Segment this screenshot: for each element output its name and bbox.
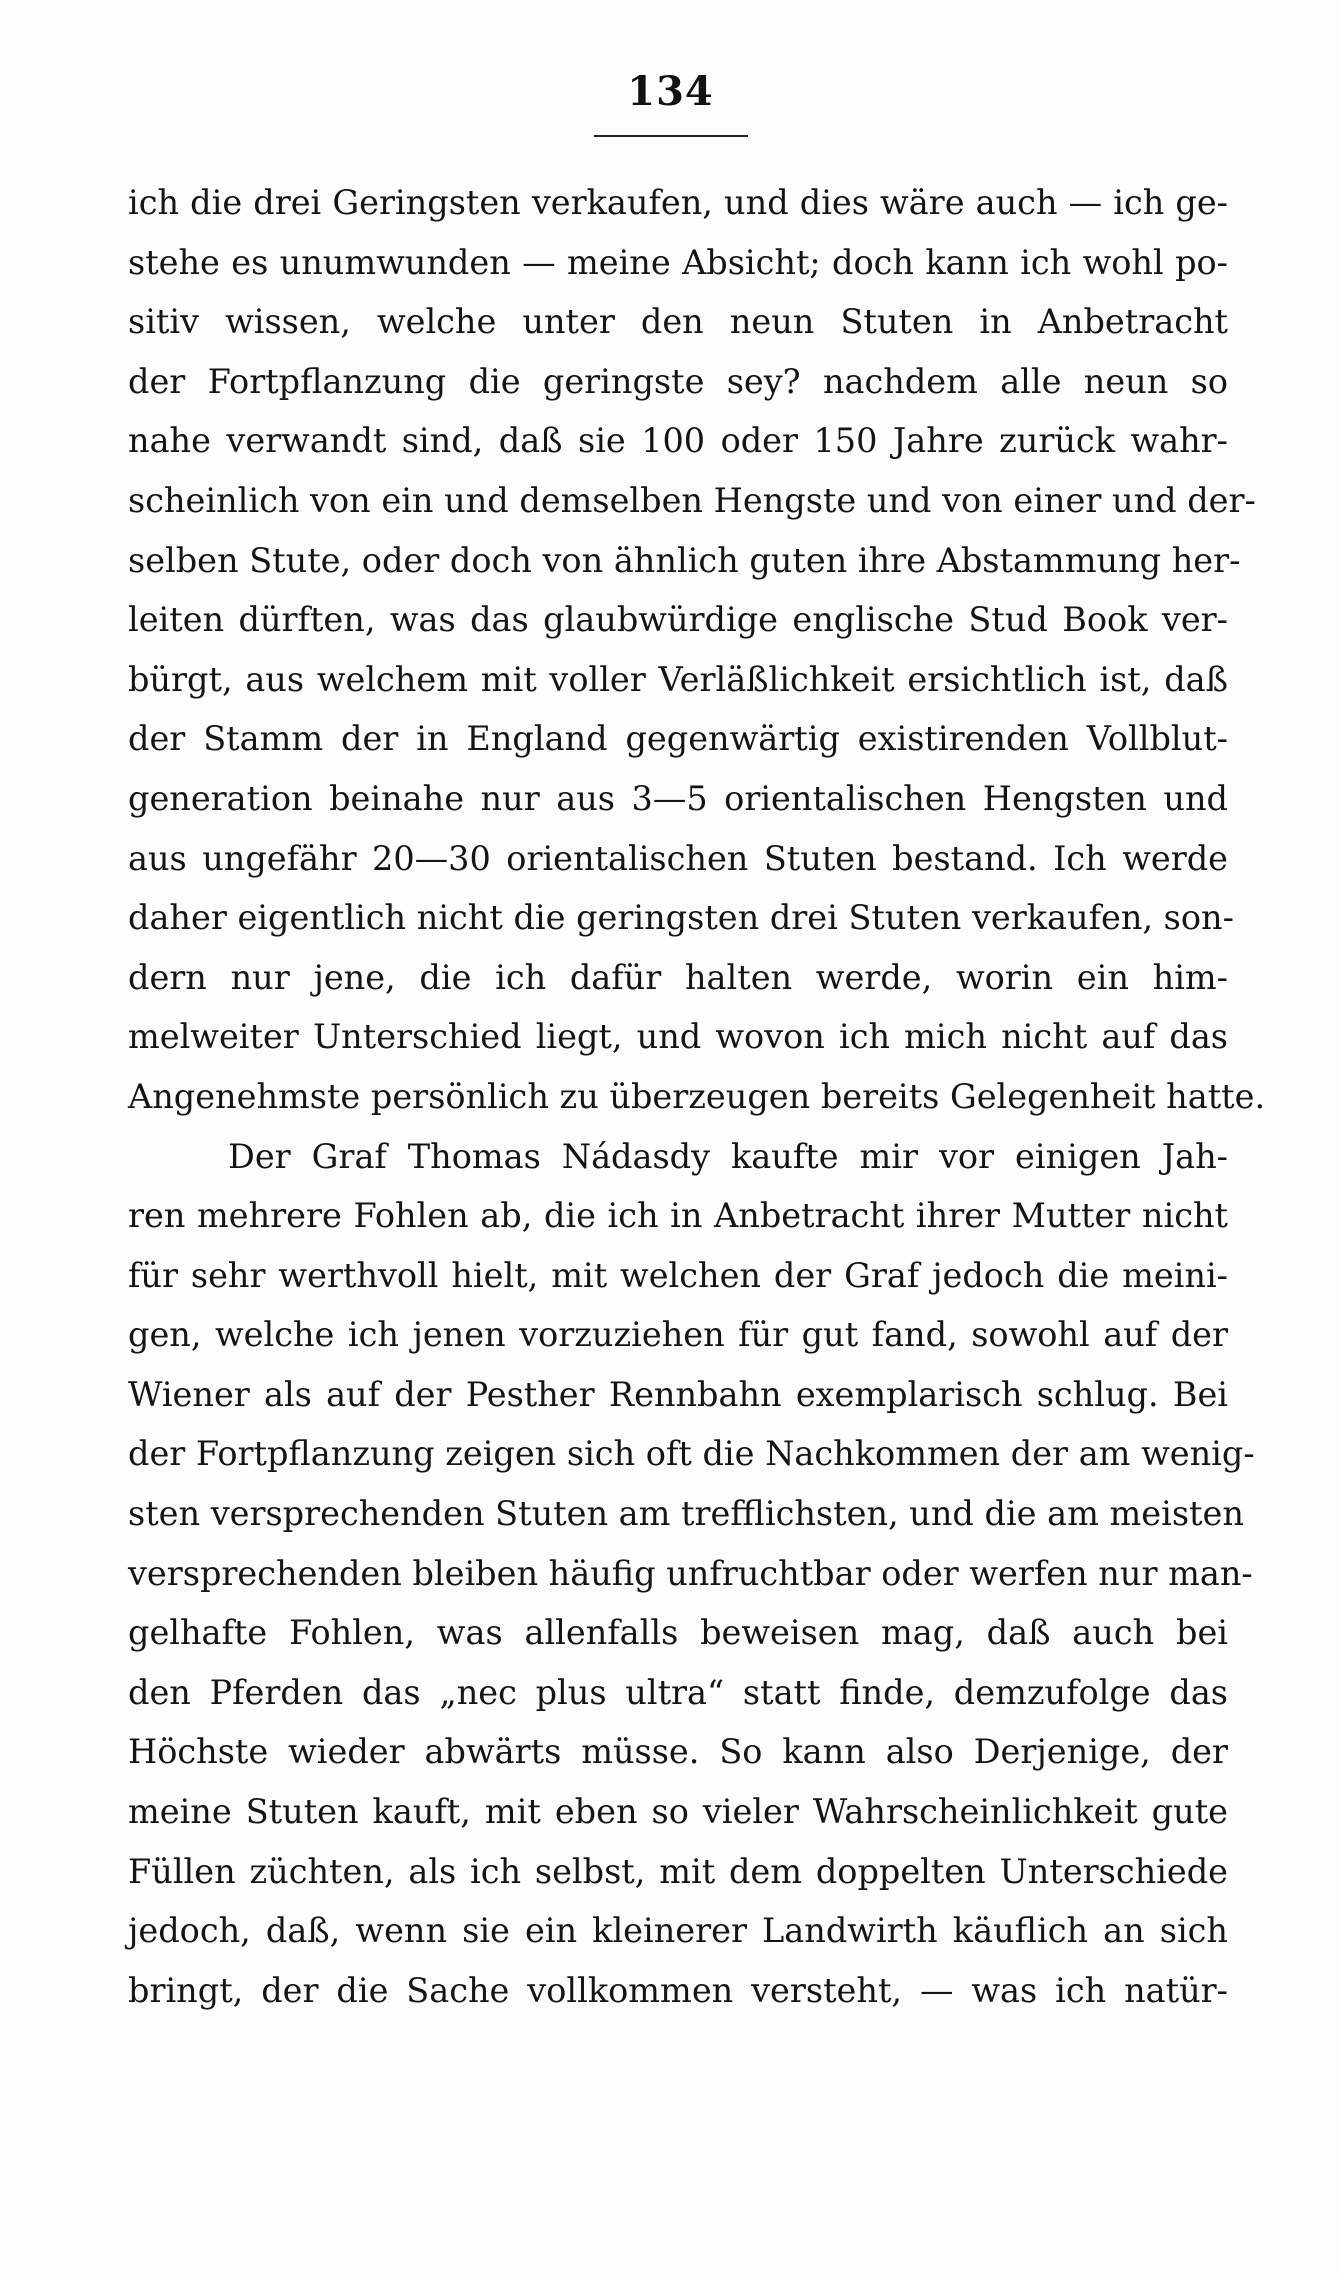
body-text — [128, 173, 1266, 2020]
text-line: ren mehrere Fohlen ab, die ich in Anbetracht ihrer Mutter nicht — [128, 1196, 1228, 1236]
page-number: 134 — [627, 68, 714, 115]
header-rule — [594, 135, 748, 137]
text-line: nahe verwandt sind, daß sie 100 oder 150 Jahre zurück wahr- — [128, 421, 1228, 461]
text-line: Der Graf Thomas Nádasdy kaufte mir vor einigen Jah- — [228, 1136, 1228, 1176]
text-line: bürgt, aus welchem mit voller Verläßlichkeit ersichtlich ist, daß — [128, 659, 1228, 699]
text-line: leiten dürften, was das glaubwürdige englische Stud Book ver- — [128, 600, 1228, 640]
text-line: den Pferden das „nec plus ultra“ statt finde, demzufolge das — [128, 1672, 1228, 1712]
text-line: jedoch, daß, wenn sie ein kleinerer Landwirth käuflich an sich — [128, 1911, 1228, 1951]
text-line: Füllen züchten, als ich selbst, mit dem doppelten Unterschiede — [128, 1851, 1228, 1891]
text-line: der Fortpflanzung zeigen sich oft die Nachkommen der am wenig- — [128, 1434, 1255, 1474]
text-line: ich die drei Geringsten verkaufen, und dies wäre auch — ich ge- — [128, 183, 1228, 222]
text-line: sitiv wissen, welche unter den neun Stuten in Anbetracht — [128, 302, 1228, 342]
text-line: der Fortpflanzung die geringste sey? nachdem alle neun so — [128, 361, 1228, 401]
text-line: der Stamm der in England gegenwärtig existirenden Vollblut- — [128, 719, 1228, 759]
text-line: melweiter Unterschied liegt, und wovon ich mich nicht auf das — [128, 1017, 1228, 1057]
text-line: generation beinahe nur aus 3—5 orientalischen Hengsten und — [128, 778, 1228, 818]
text-line: selben Stute, oder doch von ähnlich guten ihre Abstammung her- — [128, 540, 1241, 580]
text-line: bringt, der die Sache vollkommen versteht, — was ich natür- — [128, 1970, 1228, 2010]
text-line: meine Stuten kauft, mit eben so vieler Wahrscheinlichkeit gute — [128, 1792, 1228, 1832]
text-line: Angenehmste persönlich zu überzeugen bereits Gelegenheit hatte. — [128, 1076, 1266, 1116]
text-line: versprechenden bleiben häufig unfruchtbar oder werfen nur man- — [128, 1553, 1253, 1593]
text-line: für sehr werthvoll hielt, mit welchen der Graf jedoch die meini- — [128, 1255, 1228, 1295]
text-line: gelhafte Fohlen, was allenfalls beweisen mag, daß auch bei — [128, 1613, 1228, 1653]
text-line: aus ungefähr 20—30 orientalischen Stuten bestand. Ich werde — [128, 838, 1228, 878]
text-line: sten versprechenden Stuten am trefflichsten, und die am meisten — [128, 1494, 1244, 1534]
text-line: Höchste wieder abwärts müsse. So kann also Derjenige, der — [128, 1732, 1228, 1772]
text-line: dern nur jene, die ich dafür halten werde, worin ein him- — [128, 957, 1228, 997]
text-line: gen, welche ich jenen vorzuziehen für gut fand, sowohl auf der — [128, 1315, 1228, 1355]
text-line: daher eigentlich nicht die geringsten drei Stuten verkaufen, son- — [128, 898, 1234, 938]
text-line: scheinlich von ein und demselben Hengste und von einer und der- — [128, 480, 1256, 520]
text-line: Wiener als auf der Pesther Rennbahn exemplarisch schlug. Bei — [128, 1374, 1228, 1414]
text-line: stehe es unumwunden — meine Absicht; doch kann ich wohl po- — [128, 242, 1228, 282]
